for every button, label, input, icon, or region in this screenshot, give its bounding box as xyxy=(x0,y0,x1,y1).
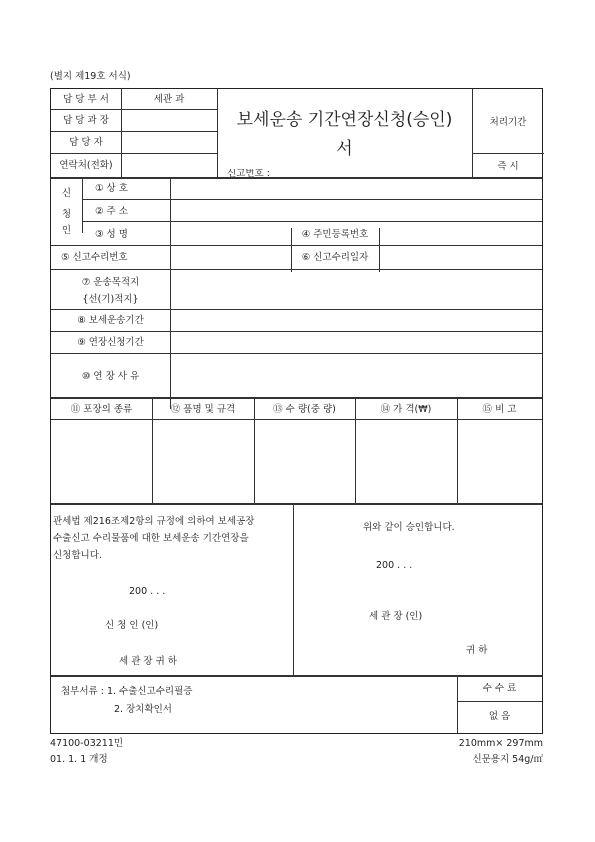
dept-value: 세관 과 xyxy=(153,94,185,105)
dept-label: 담 당 부 서 xyxy=(63,94,109,105)
divider xyxy=(379,228,380,272)
extension-period-label: ⑨ 연장신청기간 xyxy=(77,337,144,348)
divider xyxy=(51,109,217,110)
col-header-price: ⑭ 가 격(₩) xyxy=(380,404,432,415)
resident-number-label: ④ 주민등록번호 xyxy=(301,229,369,240)
chief-label: 담 당 과 장 xyxy=(63,115,109,126)
divider xyxy=(82,199,542,200)
col-header-packaging: ⑪ 포장의 종류 xyxy=(70,404,133,415)
applicant-signature-line: 신 청 인 (인) xyxy=(105,620,159,631)
col-header-item: ⑫ 품명 및 규격 xyxy=(170,404,236,415)
divider xyxy=(51,397,542,399)
fee-label: 수 수 료 xyxy=(482,683,517,694)
address-label: ② 주 소 xyxy=(95,206,128,217)
divider xyxy=(51,675,542,677)
processing-period-value: 즉 시 xyxy=(497,161,519,172)
divider xyxy=(51,131,217,132)
divider xyxy=(82,177,83,233)
contact-label: 연락처(전화) xyxy=(59,160,113,171)
destination-label: ⑦ 운송목적지 xyxy=(81,277,140,288)
approval-text: 위와 같이 승인합니다. xyxy=(363,522,455,533)
attachments-label: 첨부서류 : 1. 수출신고수리필증 xyxy=(61,686,193,697)
acceptance-number-label: ⑤ 신고수리번호 xyxy=(61,252,128,263)
declaration-text-line2: 수출신고 수리물품에 대한 보세운송 기간연장을 xyxy=(53,533,249,544)
customs-chief-seal-line: 세 관 장 (인) xyxy=(369,611,423,622)
divider xyxy=(472,153,544,154)
applicant-group-label: 신 xyxy=(61,188,72,199)
form-code: 47100-03211민 xyxy=(50,738,124,749)
form-title: 보세운송 기간연장신청(승인) xyxy=(236,110,453,130)
fee-value: 없 음 xyxy=(488,711,511,722)
divider xyxy=(51,419,542,420)
applicant-group-label: 청 xyxy=(61,209,72,220)
officer-label: 담 당 자 xyxy=(69,137,103,148)
application-date: 200 . . . xyxy=(129,586,166,597)
approval-date: 200 . . . xyxy=(376,560,413,571)
divider xyxy=(51,309,542,310)
divider xyxy=(51,353,542,354)
destination-label-sub: {선(기)적지} xyxy=(82,294,139,305)
form-title-line2: 서 xyxy=(336,139,353,159)
declaration-text-line3: 신청합니다. xyxy=(53,550,102,561)
divider xyxy=(82,221,542,222)
col-header-remarks: ⑮ 비 고 xyxy=(482,404,517,415)
divider xyxy=(170,177,171,409)
recipient-right: 귀 하 xyxy=(466,645,488,656)
declaration-text-line1: 관세법 제216조제2항의 규정에 의하여 보세공장 xyxy=(53,516,255,527)
divider xyxy=(51,269,542,270)
divider xyxy=(51,331,542,332)
form-number-label: (별지 제19호 서식) xyxy=(50,71,131,82)
transport-period-label: ⑧ 보세운송기간 xyxy=(77,315,144,326)
processing-period-label: 처리기간 xyxy=(489,117,527,128)
recipient-line: 세 관 장 귀 하 xyxy=(119,656,177,667)
divider xyxy=(293,503,294,675)
divider xyxy=(51,153,217,154)
divider xyxy=(457,701,542,702)
divider xyxy=(51,245,542,246)
name-label: ③ 성 명 xyxy=(95,229,128,240)
col-header-quantity: ⑬ 수 량(중 량) xyxy=(273,404,336,415)
divider xyxy=(51,503,542,505)
paper-size: 210mm× 297mm xyxy=(458,738,543,749)
report-number-label: 신고번호 : xyxy=(227,169,270,177)
trade-name-label: ① 상 호 xyxy=(95,183,128,194)
divider xyxy=(217,89,218,177)
attachment-item-2: 2. 장치확인서 xyxy=(114,704,172,715)
applicant-group-label: 인 xyxy=(61,225,72,236)
divider xyxy=(51,177,542,179)
revision-date: 01. 1. 1 개정 xyxy=(50,754,108,765)
acceptance-date-label: ⑥ 신고수리일자 xyxy=(301,252,369,263)
form-frame xyxy=(50,88,543,734)
extension-reason-label: ⑩ 연 장 사 유 xyxy=(81,371,140,382)
paper-type: 신문용지 54g/㎡ xyxy=(472,754,543,765)
